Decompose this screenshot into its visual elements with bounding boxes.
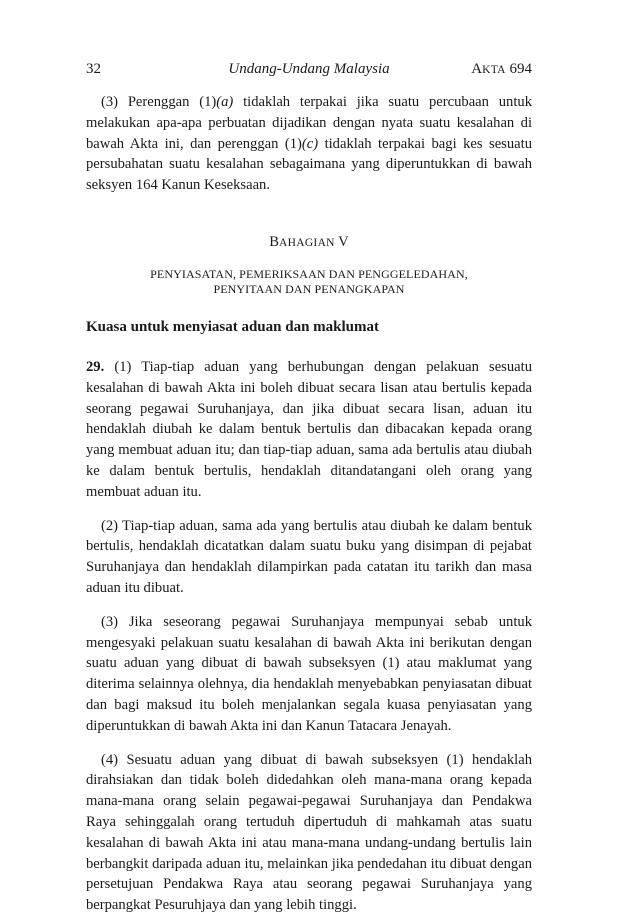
part-heading (86, 231, 532, 254)
document-page (86, 58, 532, 916)
act-number: 694 (509, 61, 532, 77)
part-title-line-1: PENYIASATAN, PEMERIKSAAN DAN PENGGELEDAHAN, (150, 266, 468, 281)
act-label-rest: KTA (482, 64, 506, 76)
subsection-4-text: (4) Sesuatu aduan yang dibuat di bawah subseksyen (1) hendaklah dirahsiakan dan tidak boleh didedahkan oleh mana-mana orang kepada mana-mana orang selain pegawai-pegawai Suruhanjaya dan Pendakwa Raya sehinggalah orang tertuduh dipertuduh di mahkamah atas suatu kesalahan di bawah Akta ini atau mana-mana undang-undang bertulis lain berbangkit daripada aduan itu, melainkan jika pendedahan itu dibuat dengan persetujuan Pendakwa Raya atau seorang pegawai Suruhanjaya yang berpangkat Pesuruhjaya dan yang lebih tinggi. (86, 751, 532, 914)
page-number: 32 (86, 61, 101, 77)
running-header (86, 58, 532, 80)
section-29-subsection-1 (86, 357, 532, 503)
para-3-prefix: (3) Perenggan (1)(a) tidaklah terpakai jika suatu percubaan untuk melakukan apa-apa perbuatan dijadikan dengan nyata suatu kesalahan di bawah Akta ini, dan perenggan (1)(c) tidaklah terpakai bagi kes sesuatu persubahatan suatu kesalahan sebagaimana yang diperuntukkan di bawah seksyen 164 Kanun Keseksaan. (86, 94, 532, 194)
paragraph-3-previous-section (86, 92, 532, 196)
section-29-subsection-3 (86, 612, 532, 737)
act-reference (471, 58, 532, 81)
act-label-initial: A (471, 61, 483, 77)
section-29-subsection-2 (86, 516, 532, 599)
section-29-subsection-4 (86, 750, 532, 916)
running-title: Undang-Undang Malaysia (228, 61, 390, 77)
subsection-2-text: (2) Tiap-tiap aduan, sama ada yang bertulis atau diubah ke dalam bentuk bertulis, hendaklah dicatatkan dalam suatu buku yang disimpan di pejabat Suruhanjaya dan hendaklah dilampirkan pada catatan itu tarikh dan masa aduan itu dibuat. (86, 517, 532, 596)
part-title (86, 267, 532, 297)
part-label-initial: B (269, 233, 280, 250)
section-heading: Kuasa untuk menyiasat aduan dan maklumat (86, 318, 380, 335)
subsection-1-text: (1) Tiap-tiap aduan yang berhubungan dengan pelakuan sesuatu kesalahan di bawah Akta ini boleh dibuat secara lisan atau bertulis kepada seorang pegawai Suruhanjaya, dan jika dibuat secara lisan, aduan itu hendaklah diubah ke dalam bentuk bertulis dan dibacakan kepada orang yang membuat aduan itu; dan tiap-tiap aduan, sama ada bertulis atau diubah ke dalam bentuk bertulis, hendaklah ditandatangani oleh orang yang membuat aduan itu. (86, 358, 532, 500)
subsection-3-text: (3) Jika seseorang pegawai Suruhanjaya mempunyai sebab untuk mengesyaki pelakuan suatu kesalahan di bawah Akta ini berikutan dengan suatu aduan yang dibuat di bawah subseksyen (1) atau maklumat yang diterima selainnya olehnya, dia hendaklah menyebabkan penyiasatan dibuat dan bagi maksud itu boleh menjalankan segala kuasa penyiasatan yang diperuntukkan di bawah Akta ini dan Kanun Tatacara Jenayah. (86, 613, 532, 734)
part-numeral: V (338, 233, 349, 250)
part-title-line-2: PENYITAAN DAN PENANGKAPAN (213, 281, 405, 296)
section-number: 29. (86, 358, 105, 375)
part-label-rest: AHAGIAN (279, 236, 335, 249)
